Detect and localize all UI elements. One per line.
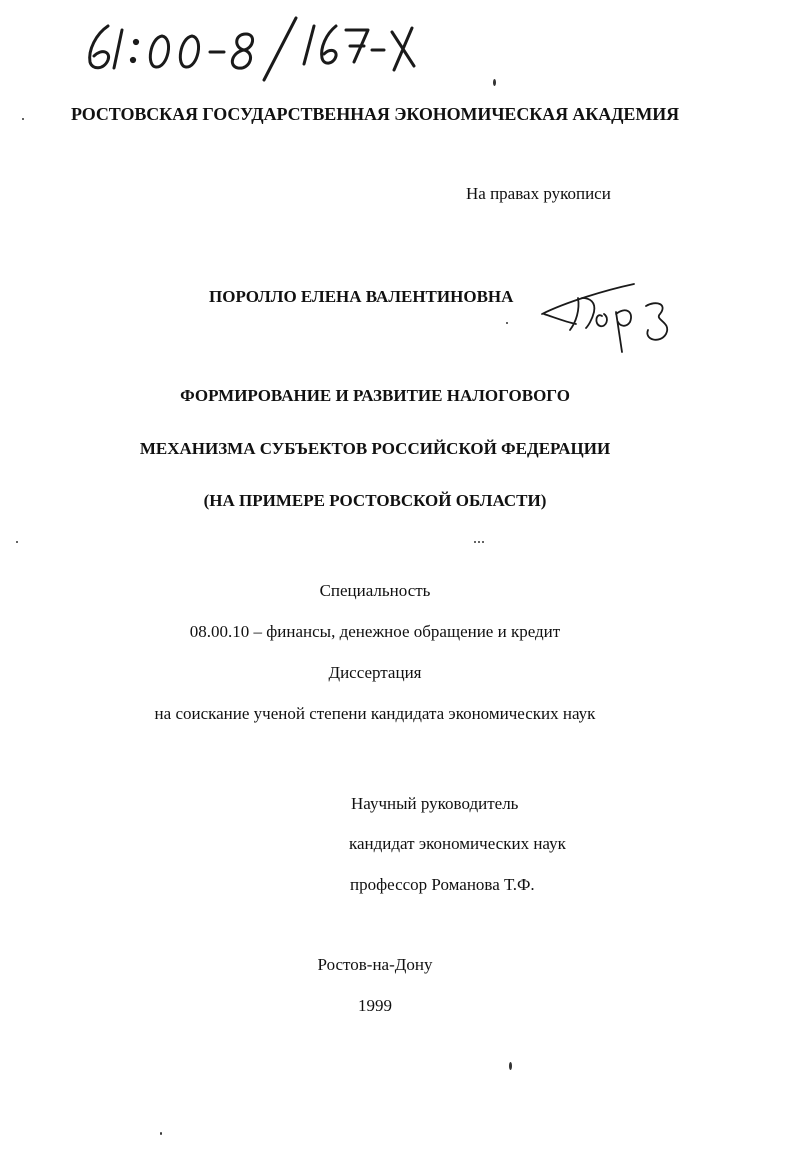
scan-speck — [493, 79, 496, 86]
advisor-label: Научный руководитель — [351, 794, 519, 813]
handwritten-archive-code — [78, 12, 428, 82]
advisor-degree: кандидат экономических наук — [349, 834, 566, 853]
scan-speck — [482, 541, 484, 543]
specialty-label: Специальность — [319, 581, 431, 600]
manuscript-rights-note: На правах рукописи — [466, 184, 611, 203]
academy-name: РОСТОВСКАЯ ГОСУДАРСТВЕННАЯ ЭКОНОМИЧЕСКАЯ АКАДЕМИЯ — [70, 104, 680, 124]
scan-speck — [16, 541, 18, 543]
scan-speck — [506, 322, 508, 324]
title-line-3: (НА ПРИМЕРЕ РОСТОВСКОЙ ОБЛАСТИ) — [203, 491, 547, 510]
author-name: ПОРОЛЛО ЕЛЕНА ВАЛЕНТИНОВНА — [209, 287, 514, 306]
title-line-1: ФОРМИРОВАНИЕ И РАЗВИТИЕ НАЛОГОВОГО — [180, 386, 570, 405]
scan-speck — [478, 541, 480, 543]
work-type: Диссертация — [328, 663, 422, 682]
city: Ростов-на-Дону — [317, 955, 433, 974]
scan-speck — [509, 1062, 512, 1070]
scan-speck — [22, 118, 24, 120]
advisor-name: профессор Романова Т.Ф. — [350, 875, 535, 894]
specialty-code: 08.00.10 – финансы, денежное обращение и кредит — [189, 622, 561, 641]
scan-speck — [474, 541, 476, 543]
author-signature — [536, 282, 686, 358]
scan-speck — [160, 1132, 162, 1135]
degree-sought: на соискание ученой степени кандидата экономических наук — [154, 704, 596, 723]
year: 1999 — [358, 996, 392, 1015]
title-line-2: МЕХАНИЗМА СУБЪЕКТОВ РОССИЙСКОЙ ФЕДЕРАЦИИ — [139, 439, 611, 458]
